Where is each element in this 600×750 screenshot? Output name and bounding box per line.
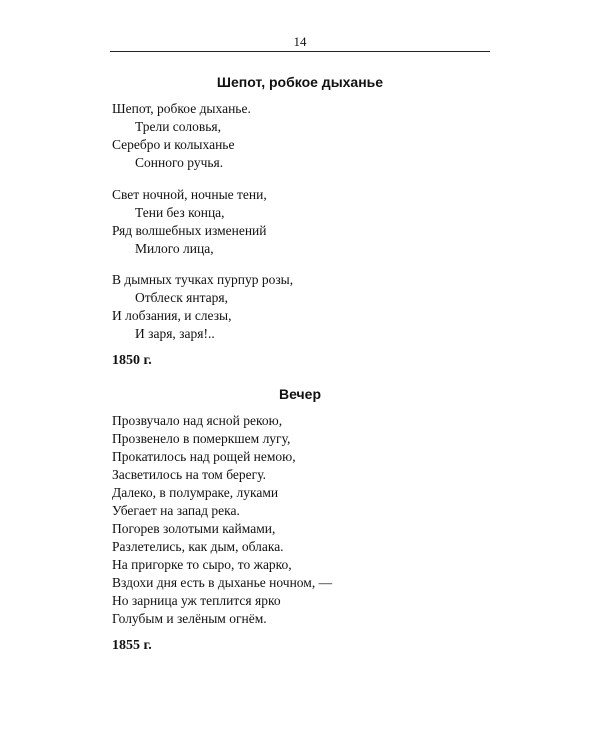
poem-line: Далеко, в полумраке, луками: [112, 485, 279, 500]
poem-line: Голубым и зелёным огнём.: [112, 611, 267, 626]
poem-title: Шепот, робкое дыханье: [216, 74, 384, 90]
poem-line: Вздохи дня есть в дыханье ночном, —: [112, 575, 333, 590]
poem-year: 1855 г.: [112, 638, 152, 653]
poem-title: Вечер: [278, 386, 321, 402]
poem-line: Милого лица,: [135, 241, 214, 256]
poem-line: Прозвенело в померкшем лугу,: [112, 431, 291, 446]
poem-year: 1850 г.: [112, 353, 152, 368]
poem-line: Разлетелись, как дым, облака.: [112, 539, 284, 554]
poem-line: Погорев золотыми каймами,: [112, 521, 276, 536]
poem-line: И заря, заря!..: [135, 326, 215, 341]
poem-line: Сонного ручья.: [135, 155, 224, 170]
poem-line: Трели соловья,: [135, 119, 221, 134]
poem-line: Ряд волшебных изменений: [112, 223, 267, 238]
poem-line: Убегает на запад река.: [112, 503, 240, 518]
poem-line: В дымных тучках пурпур розы,: [112, 272, 294, 287]
poem-line: И лобзания, и слезы,: [112, 308, 232, 323]
header-rule: [110, 51, 490, 52]
poem-line: Свет ночной, ночные тени,: [112, 187, 267, 202]
poem-line: Тени без конца,: [135, 205, 225, 220]
poem-line: Серебро и колыханье: [112, 137, 235, 152]
poem-line: Прозвучало над ясной рекою,: [112, 413, 283, 428]
poem-line: Но зарница уж теплится ярко: [112, 593, 281, 608]
poem-line: Засветилось на том берегу.: [112, 467, 266, 482]
poem-line: Прокатилось над рощей немою,: [112, 449, 296, 464]
page-number: 14: [293, 34, 307, 49]
poem-line: На пригорке то сыро, то жарко,: [112, 557, 292, 572]
poem-line: Шепот, робкое дыханье.: [112, 101, 251, 116]
poem-line: Отблеск янтаря,: [135, 290, 228, 305]
